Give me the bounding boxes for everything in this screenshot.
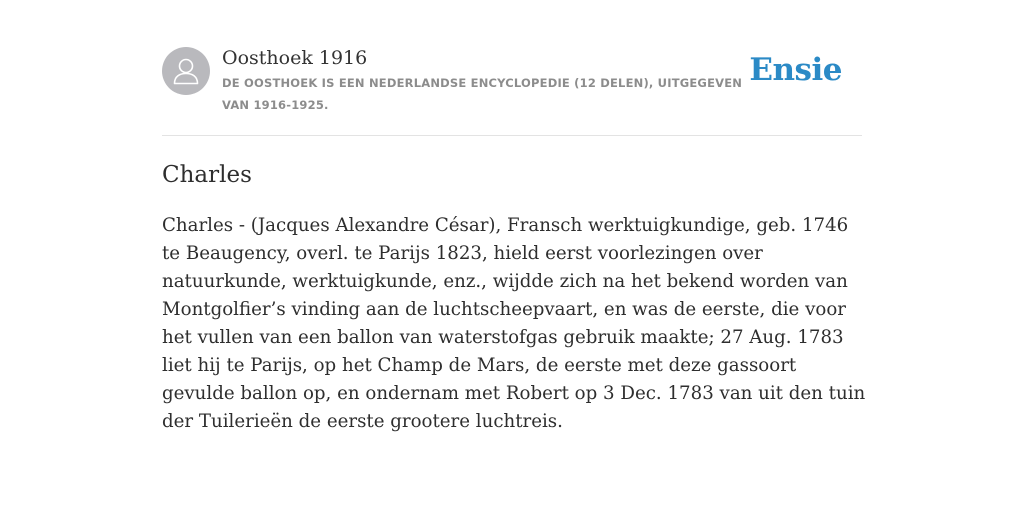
source-description: DE OOSTHOEK IS EEN NEDERLANDSE ENCYCLOPEDIE (12 DELEN), UITGEGEVEN VAN 1916-1925. [222,76,743,112]
user-avatar-icon [162,47,210,95]
article-page [162,0,866,432]
article-body: Charles - (Jacques Alexandre César), Fransch werktuigkundige, geb. 1746 te Beaugency, overl. te Parijs 1823, hield eerst voorlezingen over natuurkunde, werktuigkunde, enz., wijdde zich na het bekend worden van Montgolfier’s vinding aan de luchtscheepvaart, en was de eerste, die voor het vullen van een ballon van waterstofgas gebruik maakte; 27 Aug. 1783 liet hij te Parijs, op het Champ de Mars, de eerste met deze gassoort gevulde ballon op, en ondernam met Robert op 3 Dec. 1783 van uit den tuin der Tuilerieën de eerste grootere luchtreis. [162,215,866,432]
article-title: Charles [162,162,252,188]
source-header [162,0,862,136]
source-name[interactable]: Oosthoek 1916 [222,47,368,69]
brand-logo[interactable]: Ensie [749,52,842,88]
